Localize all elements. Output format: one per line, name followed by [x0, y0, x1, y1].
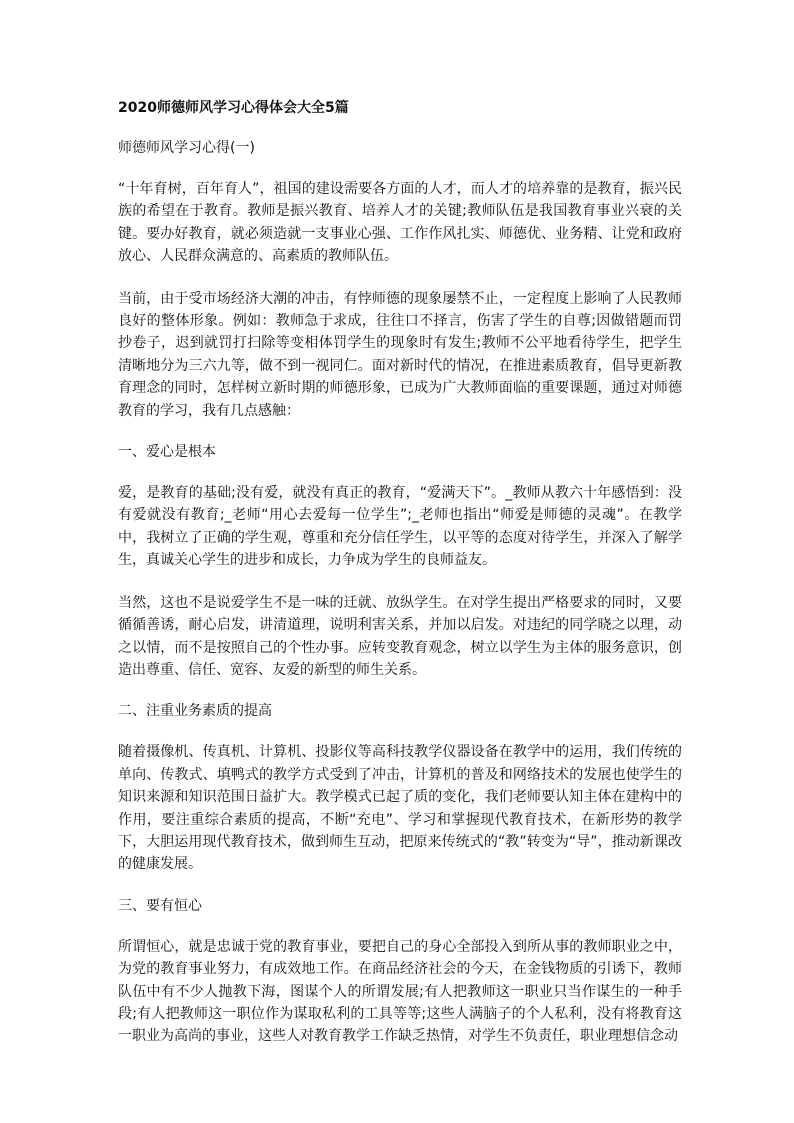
article-subtitle: 师德师风学习心得(一): [118, 140, 255, 156]
section-heading-professional-quality: 二、注重业务素质的提高: [118, 703, 272, 720]
paragraph-intro: “十年育树，百年育人”，祖国的建设需要各方面的人才，而人才的培养靠的是教育，振兴民族的希望在于教育。教师是振兴教育、培养人才的关键;教师队伍是我国教育事业兴衰的关键。要办好教育，就必须造就一支事业心强、工作作风扎实、师德优、业务精、让党和政府放心、人民群众满意的、高素质的教师队伍。: [118, 181, 682, 265]
section-heading-love: 一、爱心是根本: [118, 444, 216, 461]
section-heading-perseverance: 三、要有恒心: [118, 897, 202, 914]
paragraph-love-foundation: 爱，是教育的基础;没有爱，就没有真正的教育，“爱满天下”。_教师从教六十年感悟到：没有爱就没有教育;_老师“用心去爱每一位学生”;_老师也指出“师爱是师德的灵魂”。在教学中，我树立了正确的学生观，尊重和充分信任学生，以平等的态度对待学生，并深入了解学生，真诚关心学生的进步和成长，力争成为学生的良师益友。: [118, 485, 682, 569]
paragraph-current-situation: 当前，由于受市场经济大潮的冲击，有悖师德的现象屡禁不止，一定程度上影响了人民教师良好的整体形象。例如：教师急于求成，往往口不择言，伤害了学生的自尊;因做错题而罚抄卷子，迟到就罚打扫除等变相体罚学生的现象时有发生;教师不公平地看待学生，把学生清晰地分为三六九等，做不到一视同仁。面对新时代的情况，在推进素质教育，倡导更新教育理念的同时，怎样树立新时期的师德形象，已成为广大教师面临的重要课题，通过对师德教育的学习，我有几点感触：: [118, 290, 682, 419]
paragraph-perseverance: 所谓恒心，就是忠诚于党的教育事业，要把自己的身心全部投入到所从事的教师职业之中，为党的教育事业努力，有成效地工作。在商品经济社会的今天，在金钱物质的引诱下，教师队伍中有不少人抛教下海，图谋个人的所谓发展;有人把教师这一职业只当作谋生的一种手段;有人把教师这一职位作为谋取私利的工具等等;这些人满脑子的个人私利，没有将教育这一职业为高尚的事业，这些人对教育教学工作缺乏热情，对学生不负责任，职业理想信念动: [118, 938, 682, 1045]
document-title: 2020师德师风学习心得体会大全5篇: [118, 100, 349, 116]
paragraph-love-discipline: 当然，这也不是说爱学生不是一味的迁就、放纵学生。在对学生提出严格要求的同时，又要循循善诱，耐心启发，讲清道理，说明利害关系，并加以启发。对违纪的同学晓之以理，动之以情，而不是按照自己的个性办事。应转变教育观念，树立以学生为主体的服务意识，创造出尊重、信任、宽容、友爱的新型的师生关系。: [118, 594, 682, 678]
paragraph-professional-quality: 随着摄像机、传真机、计算机、投影仪等高科技教学仪器设备在教学中的运用，我们传统的单向、传教式、填鸭式的教学方式受到了冲击，计算机的普及和网络技术的发展也使学生的知识来源和知识范围日益扩大。教学模式已起了质的变化，我们老师要认知主体在建构中的作用，要注重综合素质的提高，不断“充电”、学习和掌握现代教育技术，在新形势的教学下，大胆运用现代教育技术，做到师生互动，把原来传统式的“教”转变为“导”，推动新课改的健康发展。: [118, 744, 682, 873]
